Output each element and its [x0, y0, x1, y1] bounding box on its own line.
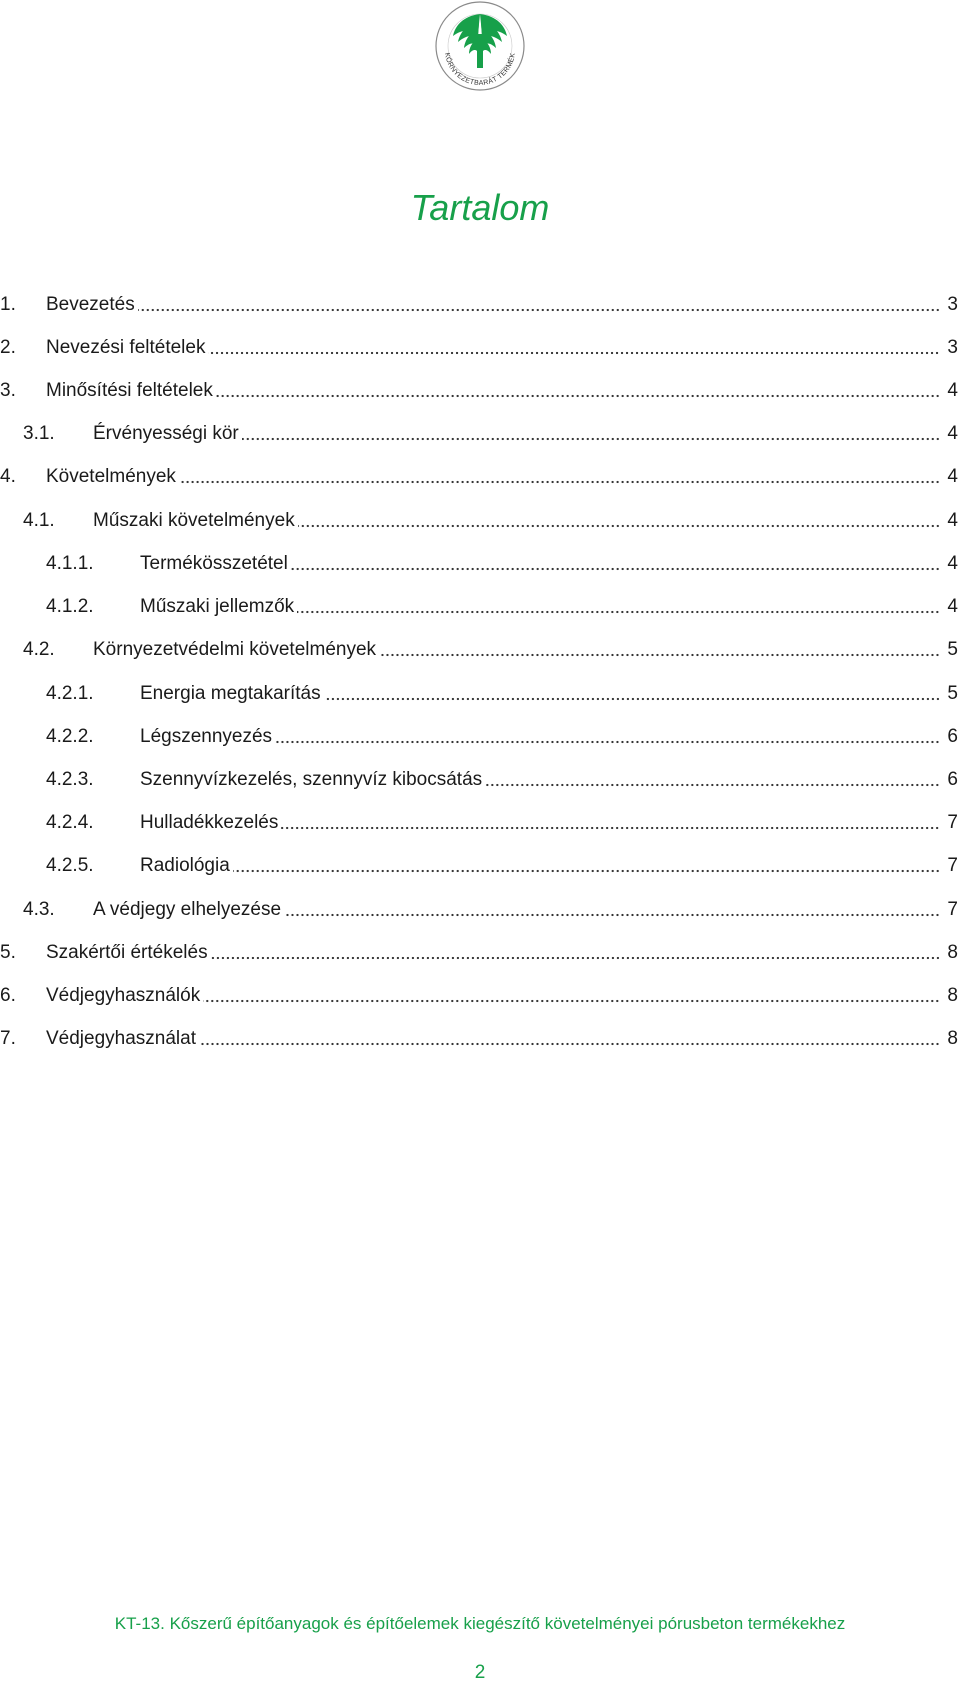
tree-logo-icon: [433, 0, 527, 92]
toc-dot-leader: [208, 351, 940, 355]
toc-entry-page: 7: [947, 899, 958, 920]
toc-entry-label: A védjegy elhelyezése: [93, 899, 282, 920]
toc-entry-page: 4: [947, 423, 958, 444]
toc-entry[interactable]: [0, 636, 960, 664]
footer-text: KT-13. Kőszerű építőanyagok és építőelemek kiegészítő követelményei pórusbeton termékekhez: [114, 1614, 846, 1633]
toc-entry-label: Légszennyezés: [140, 726, 273, 747]
toc-entry[interactable]: [0, 420, 960, 448]
toc-entry[interactable]: [0, 291, 960, 319]
toc-entry-label: Műszaki követelmények: [93, 510, 295, 531]
toc-entry-label: Érvényességi kör: [93, 423, 239, 444]
toc-entry-number: 4.2.: [23, 639, 55, 660]
toc-entry[interactable]: [0, 680, 960, 708]
logo-text: KÖRNYEZETBARÁT TERMÉK: [443, 52, 517, 88]
toc-entry-page: 4: [947, 380, 958, 401]
toc-entry-label: Energia megtakarítás: [140, 683, 321, 704]
toc-entry-page: 7: [947, 855, 958, 876]
toc-entry-page: 8: [947, 942, 958, 963]
toc-dot-leader: [284, 913, 940, 917]
toc-entry-label: Hulladékkezelés: [140, 812, 279, 833]
toc-entry[interactable]: [0, 809, 960, 837]
toc-entry[interactable]: [0, 766, 960, 794]
toc-entry-number: 4.2.4.: [46, 812, 94, 833]
toc-entry-number: 4.1.1.: [46, 553, 94, 574]
toc-entry[interactable]: [0, 550, 960, 578]
toc-entry[interactable]: [0, 723, 960, 751]
toc-dot-leader: [281, 826, 940, 830]
toc-dot-leader: [324, 697, 940, 701]
toc-entry-page: 3: [947, 294, 958, 315]
toc-entry[interactable]: [0, 463, 960, 491]
toc-entry-number: 4.: [0, 466, 16, 487]
page-number: 2: [474, 1662, 486, 1683]
toc-entry-number: 4.2.3.: [46, 769, 94, 790]
toc-dot-leader: [216, 394, 940, 398]
toc-entry-number: 4.2.5.: [46, 855, 94, 876]
toc-entry-page: 4: [947, 510, 958, 531]
toc-entry-page: 5: [947, 683, 958, 704]
toc-entry-page: 8: [947, 1028, 958, 1049]
toc-dot-leader: [297, 610, 940, 614]
toc-entry-page: 7: [947, 812, 958, 833]
toc-entry[interactable]: [0, 507, 960, 535]
toc-entry-number: 4.3.: [23, 899, 55, 920]
toc-entry-number: 4.2.2.: [46, 726, 94, 747]
toc-entry-label: Környezetvédelmi követelmények: [93, 639, 377, 660]
toc-entry-page: 6: [947, 769, 958, 790]
toc-dot-leader: [138, 308, 940, 312]
toc-dot-leader: [275, 740, 940, 744]
toc-entry-number: 3.1.: [23, 423, 55, 444]
toc-entry[interactable]: [0, 593, 960, 621]
toc-entry-number: 6.: [0, 985, 16, 1006]
toc-entry-label: Minősítési feltételek: [46, 380, 213, 401]
toc-dot-leader: [233, 869, 940, 873]
toc-entry-label: Védjegyhasználat: [46, 1028, 196, 1049]
toc-entry[interactable]: [0, 377, 960, 405]
toc-entry-label: Radiológia: [140, 855, 230, 876]
toc-dot-leader: [199, 1042, 940, 1046]
toc-entry-number: 1.: [0, 294, 16, 315]
toc-dot-leader: [179, 480, 940, 484]
toc-entry-number: 4.1.2.: [46, 596, 94, 617]
toc-entry-label: Termékösszetétel: [140, 553, 288, 574]
toc-entry-number: 2.: [0, 337, 16, 358]
page-title: Tartalom: [410, 187, 550, 228]
toc-entry-page: 5: [947, 639, 958, 660]
toc-entry-number: 4.1.: [23, 510, 55, 531]
toc-dot-leader: [211, 956, 940, 960]
toc-entry[interactable]: [0, 939, 960, 967]
toc-entry-label: Követelmények: [46, 466, 176, 487]
toc-entry-number: 3.: [0, 380, 16, 401]
toc-entry[interactable]: [0, 334, 960, 362]
toc-entry-label: Szakértői értékelés: [46, 942, 208, 963]
toc-entry-number: 7.: [0, 1028, 16, 1049]
toc-entry-number: 5.: [0, 942, 16, 963]
toc-dot-leader: [291, 567, 940, 571]
toc-entry-page: 8: [947, 985, 958, 1006]
toc-dot-leader: [203, 999, 940, 1003]
toc-entry-label: Műszaki jellemzők: [140, 596, 295, 617]
toc-entry[interactable]: [0, 982, 960, 1010]
toc-entry-number: 4.2.1.: [46, 683, 94, 704]
toc-entry-page: 4: [947, 596, 958, 617]
toc-dot-leader: [485, 783, 940, 787]
toc-entry-page: 4: [947, 466, 958, 487]
toc-entry-page: 4: [947, 553, 958, 574]
toc-entry-page: 6: [947, 726, 958, 747]
toc-entry[interactable]: [0, 896, 960, 924]
toc-entry-page: 3: [947, 337, 958, 358]
toc-dot-leader: [242, 437, 940, 441]
toc-entry[interactable]: [0, 1025, 960, 1053]
toc-entry-label: Védjegyhasználók: [46, 985, 201, 1006]
toc-entry[interactable]: [0, 852, 960, 880]
toc-entry-label: Nevezési feltételek: [46, 337, 206, 358]
toc-dot-leader: [379, 653, 940, 657]
toc-dot-leader: [298, 524, 940, 528]
toc-entry-label: Bevezetés: [46, 294, 135, 315]
toc-entry-label: Szennyvízkezelés, szennyvíz kibocsátás: [140, 769, 483, 790]
